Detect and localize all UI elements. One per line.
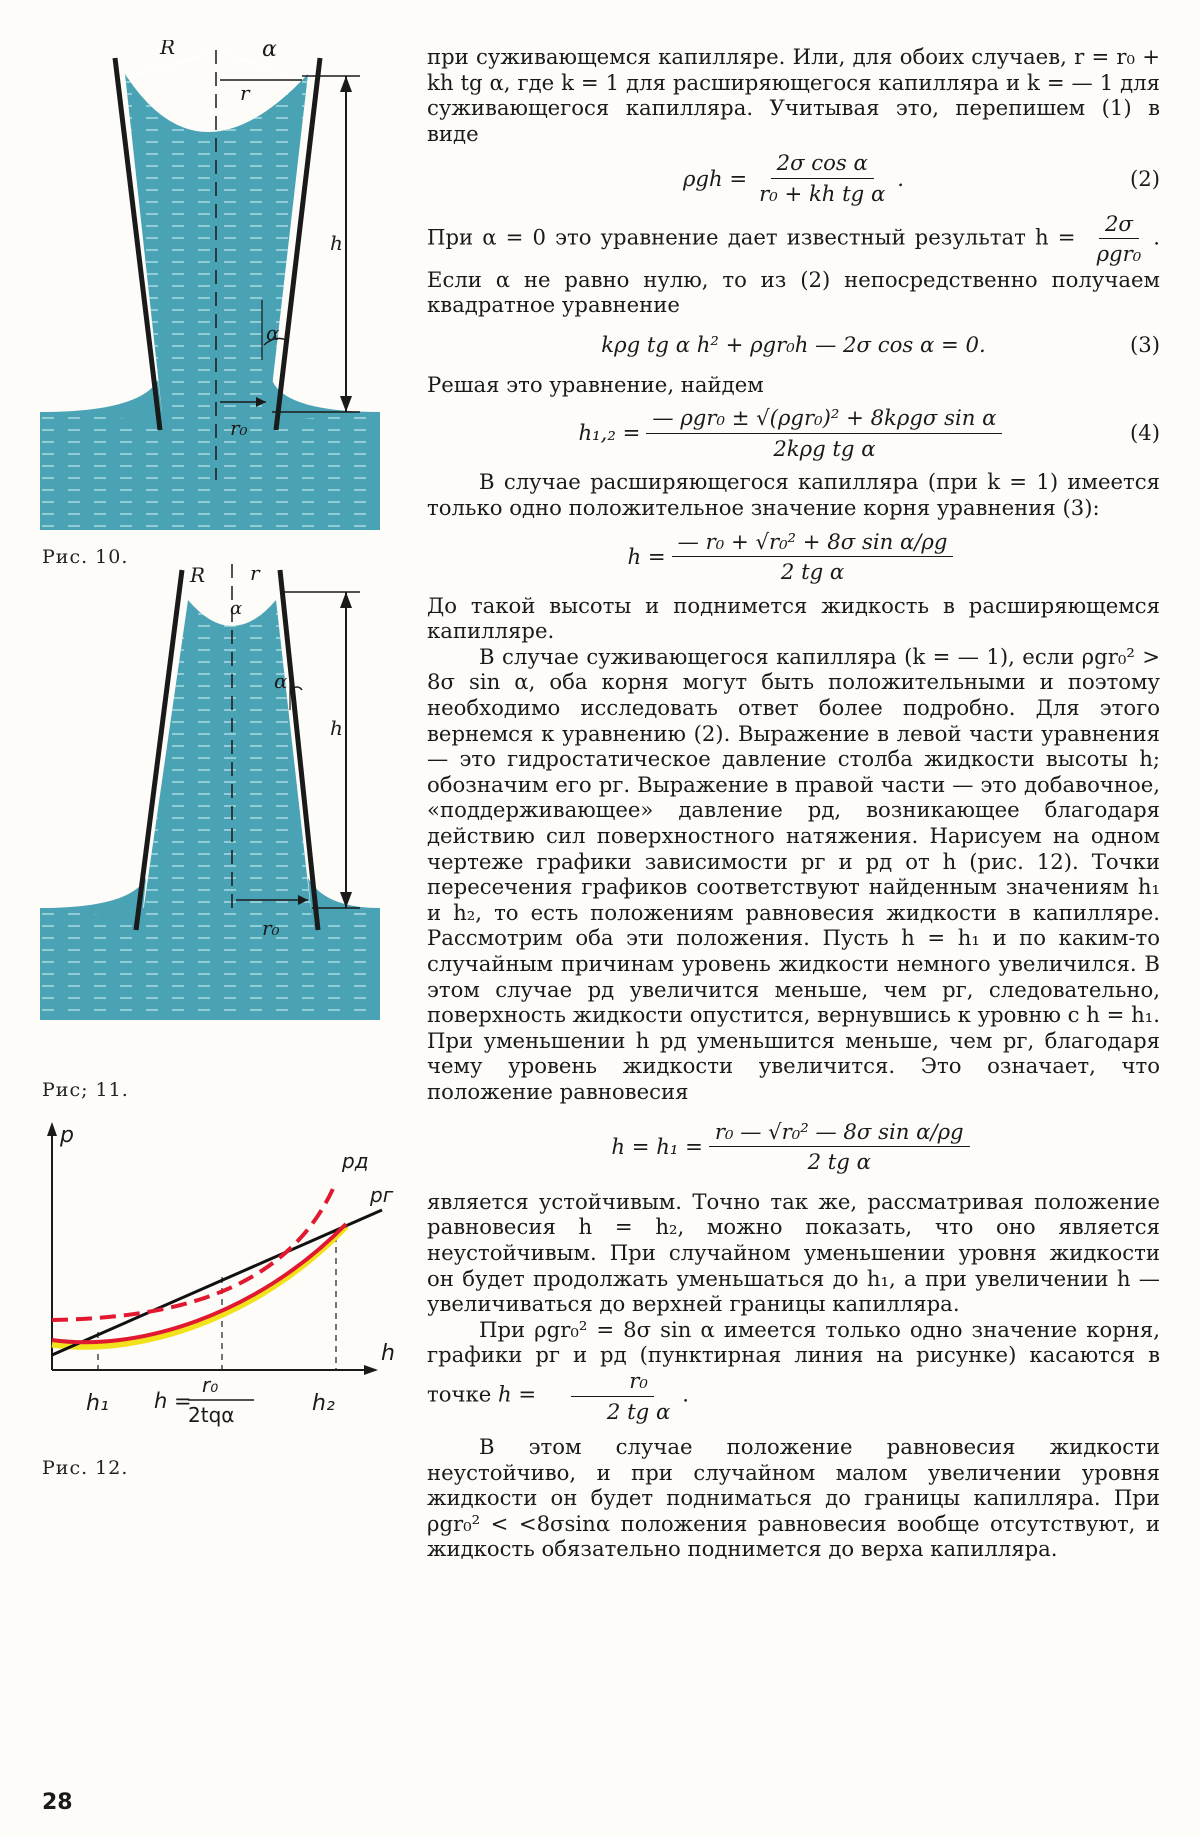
paragraph-2 <box>427 211 1160 318</box>
eq4-number: (4) <box>1129 420 1160 446</box>
fig10-label-r0: r₀ <box>230 416 248 440</box>
paragraph-9: В этом случае положение равновесия жидкости неустойчиво, и при случайном малом увеличении уровня жидкости он будет подниматься до границы капилляра. При ρgr₀² < <8σsinα положения равновесия вообще отсутствуют, и жидкость обязательно поднимется до верха капилляра. <box>427 1434 1160 1562</box>
fig10-label-alpha: α <box>262 40 277 62</box>
fig10-label-R: R <box>160 40 176 59</box>
p8-h: h = <box>498 1381 537 1407</box>
paragraph-4: В случае расширяющегося капилляра (при k = 1) имеется только одно положительное значение корня уравнения (3): <box>427 469 1160 520</box>
eq2-numerator: 2σ cos α <box>771 150 874 179</box>
x-tick-h2: h₂ <box>312 1391 335 1416</box>
fig12-caption: Рис. 12. <box>42 1457 129 1479</box>
page-number: 28 <box>42 1790 73 1815</box>
eq5-left: h = <box>627 543 666 569</box>
series-pd-label: pд <box>342 1149 369 1173</box>
equation-4 <box>427 405 1160 461</box>
x-tick-h1: h₁ <box>86 1391 109 1416</box>
eq6-fraction <box>709 1119 970 1175</box>
p8-fraction <box>549 1368 676 1424</box>
fig10-label-r: r <box>240 81 250 105</box>
fig10-caption: Рис. 10. <box>42 546 129 568</box>
eq2-denominator: r₀ + kh tg α <box>759 180 886 206</box>
eq4-fraction <box>646 405 1002 461</box>
equation-2: ρgh = $\frac{\text{2σ cos α}}{\text{r₀ + kh tg α}}$ . (2) <box>682 150 1160 206</box>
equation-5 <box>427 529 1160 585</box>
x-tick-hmid-den: 2tqα <box>188 1403 235 1427</box>
p2-denominator: ρgr₀ <box>1096 241 1142 267</box>
equation-3 <box>427 332 1160 358</box>
p2-numerator: 2σ <box>1099 211 1139 240</box>
eq2-fraction <box>753 150 891 206</box>
series-pg-line <box>52 1210 382 1355</box>
series-pg-label: pг <box>370 1183 394 1207</box>
fig11-label-R: R <box>190 563 206 587</box>
axis-h-label: h <box>381 1341 395 1366</box>
eq2-left: ρgh = <box>682 165 748 191</box>
figure-10 <box>40 40 380 530</box>
eq5-denominator: 2 tg α <box>780 559 845 585</box>
paragraph-3: Решая это уравнение, найдем <box>427 371 764 397</box>
paragraph-8 <box>427 1317 1160 1424</box>
p8-denominator: 2 tg α <box>606 1398 671 1424</box>
p2-fraction <box>1091 211 1148 267</box>
series-pd-dashed-line <box>52 1182 336 1320</box>
eq2-number: (2) <box>1129 165 1160 191</box>
eq6-denominator: 2 tg α <box>807 1149 871 1175</box>
p8-text-a: При ρgr₀² = 8σ sin α имеется только одно значение корня, графики pг и pд (пунктирная линия на рисунке) касаются в точке <box>427 1316 1160 1407</box>
x-tick-hmid-prefix: h = <box>154 1389 192 1413</box>
eq4-numerator: — ρgr₀ ± √(ρgr₀)² + 8kρgσ sin α <box>646 405 1002 434</box>
eq5-numerator: — r₀ + √r₀² + 8σ sin α/ρg <box>672 529 954 558</box>
p2-text-b: . Если α не равно нулю, то из (2) непосредственно получаем квадратное уравнение <box>427 224 1160 318</box>
paragraph-6: В случае суживающегося капилляра (k = — 1), если ρgr₀² > 8σ sin α, оба корня могут быть положительными и поэтому необходимо исследовать ответ более подробно. Для этого вернемся к уравнению (2). Выражение в левой части уравнения — это гидростатическое давление столба жидкости высоты h; обозначим его pг. Выражение в правой части — это добавочное, «поддерживающее» давление pд, возникающее благодаря действию сил поверхностного натяжения. Нарисуем на одном чертеже графики зависимости pг и pд от h (рис. 12). Точки пересечения графиков соответствуют найденным значениям h₁ и h₂, то есть положениям равновесия жидкости в капилляре. Рассмотрим оба эти положения. Пусть h = h₁ и по каким-то случайным причинам уровень жидкости немного увеличился. В этом случае pд увеличится меньше, чем pг, следовательно, поверхность жидкости опустится, вернувшись к уровню с h = h₁. При уменьшении h pд уменьшится меньше, чем pг, благодаря чему уровень жидкости увеличится. Это означает, что положение равновесия <box>427 643 1161 1104</box>
figure-12-chart <box>36 1120 416 1450</box>
paragraph-5: До такой высоты и поднимется жидкость в расширяющемся капилляре. <box>427 592 1160 644</box>
fig10-label-h: h <box>330 231 343 255</box>
eq3-body: kρg tg α h² + ρgr₀h — 2σ cos α = 0. <box>601 331 986 357</box>
fig10-label-alpha2: α <box>266 321 280 345</box>
paragraph-1: при суживающемся капилляре. Или, для обоих случаев, r = r₀ + kh tg α, где k = 1 для расширяющегося капилляра и k = — 1 для суживающегося капилляра. Учитывая это, перепишем (1) в виде <box>427 44 1160 146</box>
x-tick-hmid-num: r₀ <box>202 1373 219 1397</box>
eq4-denominator: 2kρg tg α <box>773 435 876 461</box>
eq6-numerator: r₀ — √r₀² — 8σ sin α/ρg <box>709 1119 970 1148</box>
p8-numerator: r₀ <box>571 1368 654 1397</box>
eq4-left: h₁,₂ = <box>578 420 641 446</box>
fig11-label-r0: r₀ <box>262 916 280 940</box>
p2-text-a: При α = 0 это уравнение дает известный результат h = <box>427 224 1076 250</box>
equation-6 <box>427 1119 1160 1175</box>
fig11-label-h: h <box>330 716 343 740</box>
main-text-column <box>427 44 1160 1562</box>
fig11-label-alpha2: α <box>274 669 288 693</box>
figure-11 <box>40 560 380 1050</box>
p8-text-b: . <box>682 1381 690 1407</box>
fig11-caption: Рис; 11. <box>42 1079 129 1101</box>
eq3-number: (3) <box>1129 331 1160 357</box>
paragraph-7: является устойчивым. Точно так же, рассматривая положение равновесия h = h₂, можно показать, что оно является неустойчивым. При случайном уменьшении уровня жидкости он будет продолжать уменьшаться до h₁, а при увеличении h — увеличиваться до верхней границы капилляра. <box>427 1188 1160 1317</box>
eq5-fraction <box>672 529 954 585</box>
fig11-label-r: r <box>250 561 260 585</box>
axis-p-label: p <box>60 1123 74 1148</box>
fig11-label-alpha: α <box>230 598 243 619</box>
eq6-left: h = h₁ = <box>611 1133 703 1159</box>
